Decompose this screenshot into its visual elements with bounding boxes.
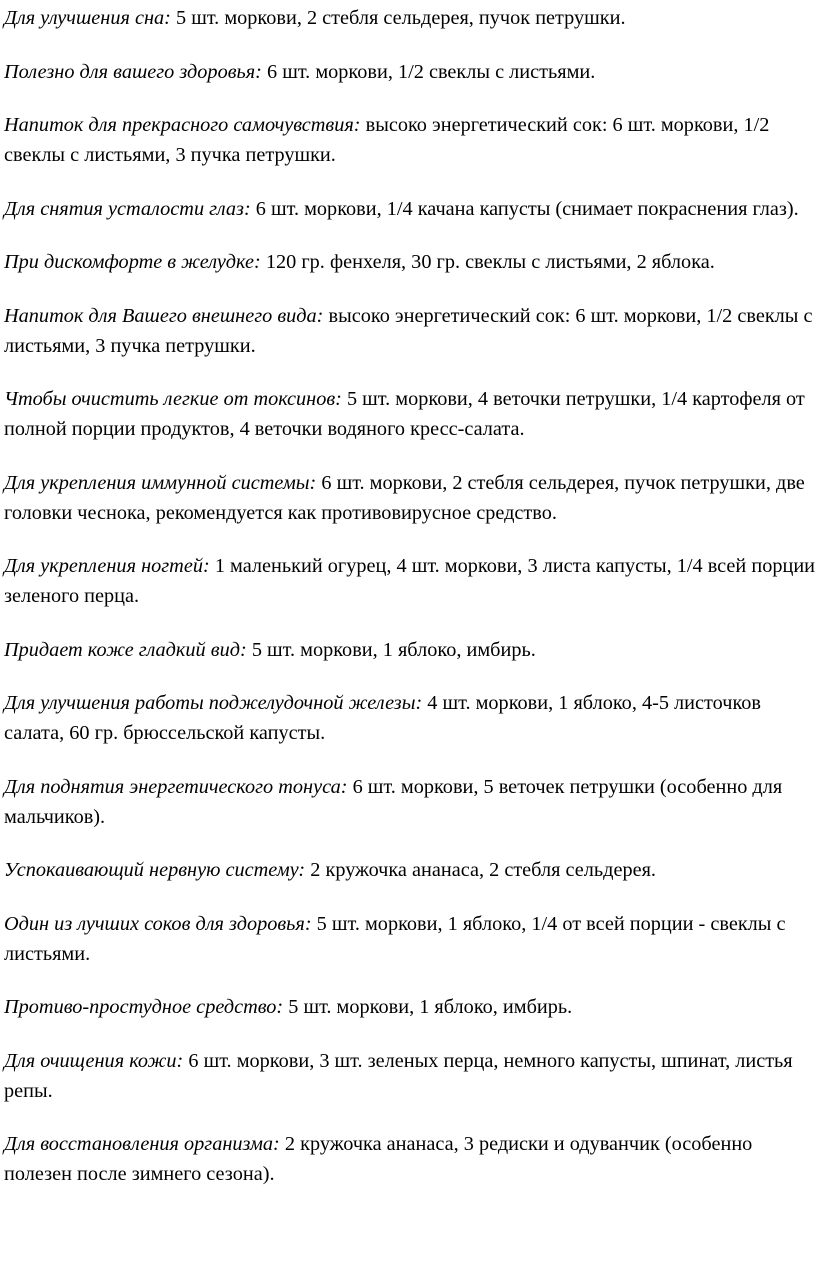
- recipe-text: 2 кружочка ананаса, 2 стебля сельдерея.: [310, 859, 657, 881]
- recipe-text: 6 шт. моркови, 1/2 свеклы с листьями.: [267, 60, 596, 83]
- recipe-text: 5 шт. моркови, 1 яблоко, имбирь.: [251, 638, 536, 661]
- recipe-label: Для улучшения работы поджелудочной железы:: [4, 692, 423, 714]
- recipe-paragraph: [4, 909, 816, 969]
- recipe-paragraph: [4, 772, 816, 832]
- recipe-text: 5 шт. моркови, 2 стебля сельдерея, пучок петрушки.: [176, 7, 626, 29]
- recipe-text: 120 гр. фенхеля, 30 гр. свеклы с листьями, 2 яблока.: [265, 251, 715, 273]
- recipe-text: 6 шт. моркови, 5 веточек петрушки (особенно для мальчиков).: [4, 775, 783, 828]
- recipe-label: Напиток для Вашего внешнего вида:: [4, 304, 324, 327]
- recipe-label: Для укрепления иммунной системы:: [4, 471, 317, 494]
- recipe-label: При дискомфорте в желудке:: [4, 251, 261, 273]
- recipe-label: Для улучшения сна:: [4, 7, 171, 29]
- recipe-paragraph: [4, 992, 816, 1022]
- recipe-paragraph: [4, 855, 816, 885]
- recipe-label: Для поднятия энергетического тонуса:: [4, 775, 348, 798]
- recipe-text: 5 шт. моркови, 4 веточки петрушки, 1/4 картофеля от полной порции продуктов, 4 веточки водяного кресс-салата.: [4, 388, 805, 440]
- recipe-paragraph: [4, 1129, 816, 1189]
- recipe-paragraph: [4, 3, 816, 33]
- recipe-paragraph: [4, 635, 816, 665]
- recipe-paragraph: [4, 57, 816, 87]
- recipe-paragraph: [4, 301, 816, 361]
- recipe-text: 5 шт. моркови, 1 яблоко, 1/4 от всей порции - свеклы с листьями.: [4, 912, 786, 965]
- recipe-label: Придает коже гладкий вид:: [4, 638, 247, 661]
- recipe-text: 4 шт. моркови, 1 яблоко, 4-5 листочков салата, 60 гр. брюссельской капусты.: [4, 692, 761, 744]
- recipe-label: Для очищения кожи:: [4, 1049, 184, 1072]
- recipe-label: Один из лучших соков для здоровья:: [4, 912, 312, 935]
- recipe-label: Напиток для прекрасного самочувствия:: [4, 114, 361, 136]
- recipe-label: Чтобы очистить легкие от токсинов:: [4, 388, 342, 410]
- recipe-text: 5 шт. моркови, 1 яблоко, имбирь.: [288, 996, 573, 1018]
- recipe-text: 6 шт. моркови, 3 шт. зеленых перца, немного капусты, шпинат, листья репы.: [4, 1049, 793, 1102]
- recipe-text: высоко энергетический сок: 6 шт. моркови, 1/2 свеклы с листьями, 3 пучка петрушки.: [4, 304, 813, 357]
- recipe-paragraph: [4, 194, 816, 224]
- recipe-text: высоко энергетический сок: 6 шт. моркови, 1/2 свеклы с листьями, 3 пучка петрушки.: [4, 114, 770, 166]
- recipe-label: Для снятия усталости глаз:: [4, 197, 251, 220]
- recipe-label: Для укрепления ногтей:: [4, 555, 210, 577]
- recipe-paragraph: [4, 688, 816, 748]
- recipe-paragraph: [4, 551, 816, 611]
- recipe-label: Для восстановления организма:: [4, 1133, 280, 1155]
- recipe-text: 6 шт. моркови, 1/4 качана капусты (снимает покраснения глаз).: [255, 197, 799, 220]
- recipe-text: 2 кружочка ананаса, 3 редиски и одуванчик (особенно полезен после зимнего сезона).: [4, 1133, 753, 1185]
- recipe-paragraph: [4, 110, 816, 170]
- recipe-paragraph: [4, 247, 816, 277]
- recipe-label: Противо-простудное средство:: [4, 996, 284, 1018]
- recipe-paragraph: [4, 1046, 816, 1106]
- recipe-paragraph: [4, 384, 816, 444]
- recipe-text: 1 маленький огурец, 4 шт. моркови, 3 листа капусты, 1/4 всей порции зеленого перца.: [4, 555, 816, 607]
- recipe-text: 6 шт. моркови, 2 стебля сельдерея, пучок петрушки, две головки чеснока, рекомендуется как противовирусное средство.: [4, 471, 805, 524]
- recipe-label: Успокаивающий нервную систему:: [4, 859, 306, 881]
- recipe-label: Полезно для вашего здоровья:: [4, 60, 262, 83]
- recipe-paragraph: [4, 468, 816, 528]
